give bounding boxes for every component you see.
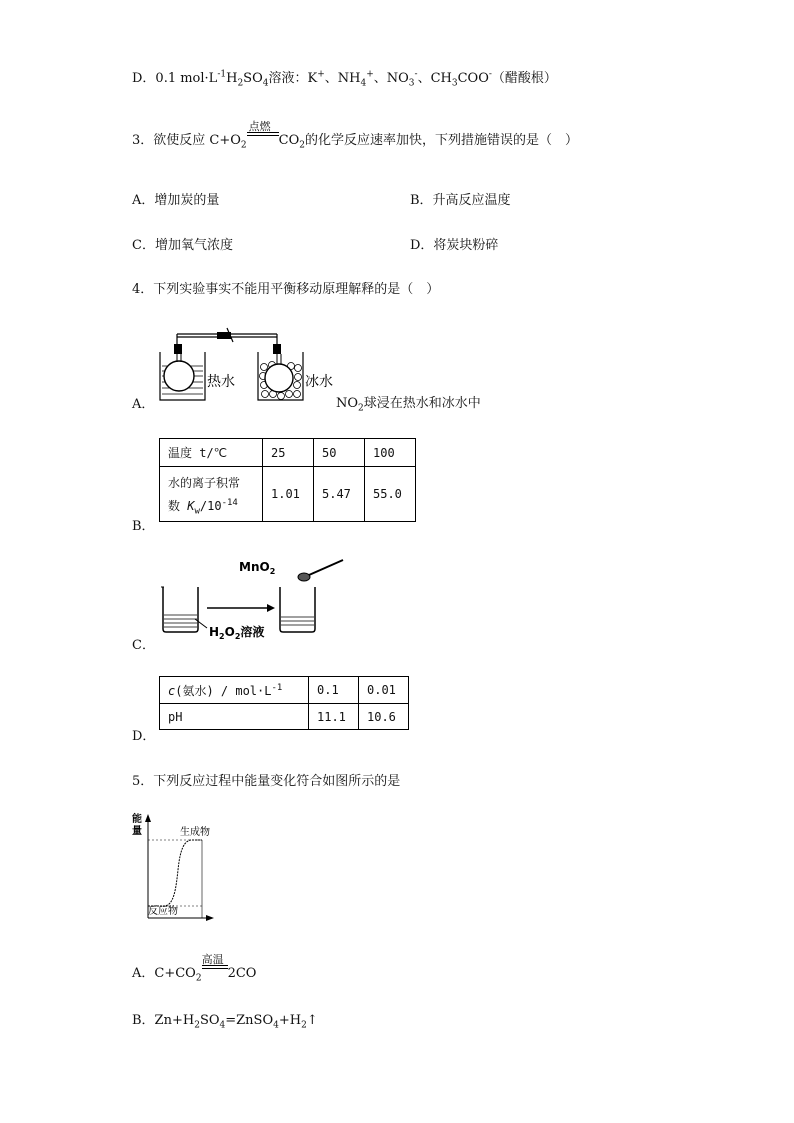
text: 球浸在热水和冰水中 [363, 396, 481, 411]
table-cell: 11.1 [309, 704, 359, 730]
sub: 2 [299, 140, 305, 151]
q3-option-d: D．将炭块粉碎 [410, 238, 499, 253]
table-cell: 1.01 [263, 467, 314, 522]
reaction-arrow [201, 953, 228, 981]
q4-stem: 4．下列实验事实不能用平衡移动原理解释的是（ ） [132, 282, 440, 297]
sup: - [488, 69, 492, 80]
text: SO [243, 71, 263, 86]
sup: -14 [221, 498, 238, 508]
hot-water-label: 热水 [207, 374, 235, 390]
text: SO [199, 1013, 220, 1028]
sub: w [194, 506, 200, 517]
condition: 点燃 [248, 120, 271, 133]
eq-line-bottom [247, 135, 279, 136]
text: 溶液：K [268, 71, 318, 86]
sup: - [414, 69, 418, 80]
q4-option-a-caption [336, 392, 481, 414]
table-cell: 0.01 [359, 677, 409, 704]
h2o2-mno2-apparatus [155, 555, 355, 640]
sup: + [317, 69, 325, 80]
condition: 高温 [201, 953, 224, 966]
q2-option-d [132, 67, 557, 89]
q3-option-c: C．增加氧气浓度 [132, 238, 233, 253]
eq-line-top [202, 965, 228, 966]
q4-option-c-letter: C． [132, 638, 155, 653]
sup: + [366, 69, 374, 80]
text: （醋酸根） [491, 71, 557, 86]
sub: 3 [451, 78, 458, 89]
table-cell: 10.6 [359, 704, 409, 730]
table-cell [160, 677, 309, 704]
sup: -1 [217, 69, 227, 80]
text: +H [278, 1013, 302, 1028]
sub: 3 [408, 78, 415, 89]
ylabel-2: 量 [132, 826, 142, 837]
sub: 4 [262, 78, 269, 89]
text: A．C+CO [132, 966, 196, 981]
text: 、NO [373, 71, 409, 86]
reactants-label: 反应物 [148, 906, 178, 917]
table-cell: 25 [263, 439, 314, 467]
text: B．Zn+H [132, 1013, 195, 1028]
q4-option-d-letter: D． [132, 729, 156, 744]
table-cell: 温度 t/℃ [160, 439, 263, 467]
text: 3．欲使反应 C+O [132, 133, 241, 148]
reaction-arrow [247, 120, 279, 148]
sub: 2 [195, 973, 202, 984]
kw-label [168, 497, 254, 517]
ice-water-label: 冰水 [305, 374, 333, 390]
sub: 2 [301, 1020, 307, 1031]
text: 水的离子积常 [168, 476, 241, 490]
text: 2CO [227, 966, 257, 981]
text: ↑ [306, 1013, 318, 1028]
text: (氨水) / mol·L [175, 683, 272, 698]
table-cell: 0.1 [309, 677, 359, 704]
q5-stem: 5．下列反应过程中能量变化符合如图所示的是 [132, 774, 401, 789]
eq-line-top [247, 132, 279, 133]
eq-line-bottom [202, 968, 228, 969]
table-cell: 5.47 [314, 467, 365, 522]
q4-option-a-letter: A． [132, 397, 155, 412]
text: H [226, 71, 238, 86]
energy-diagram [130, 810, 220, 922]
table-cell: 50 [314, 439, 365, 467]
text: 数 [168, 499, 188, 513]
sub: 4 [360, 78, 367, 89]
water-ionic-product-table [159, 438, 416, 522]
q4-option-b-letter: B． [132, 519, 155, 534]
text: COO [457, 71, 489, 86]
text: NO [336, 396, 359, 411]
q5-option-b [132, 1009, 318, 1031]
no2-equilibrium-apparatus [155, 322, 355, 406]
text: 的化学反应速率加快，下列措施错误的是（ ） [304, 133, 578, 148]
ylabel-1: 能 [132, 814, 142, 825]
q3-option-b: B．升高反应温度 [410, 193, 511, 208]
sub: 2 [240, 140, 247, 151]
text: =ZnSO [225, 1013, 274, 1028]
text: CO [278, 133, 300, 148]
q3-stem [132, 120, 578, 151]
sub: 4 [273, 1020, 279, 1031]
text: c [168, 683, 176, 698]
table-cell [160, 467, 263, 522]
sub: 4 [219, 1020, 226, 1031]
h2o2-label: $H_2O_2$溶液 [209, 625, 265, 640]
ammonia-ph-table [159, 676, 409, 730]
table-cell: pH [160, 704, 309, 730]
mno2-label: MnO$_2$ [239, 560, 276, 576]
text: K [187, 499, 195, 513]
text: 、NH [324, 71, 361, 86]
sub: 2 [194, 1020, 200, 1031]
text: D．0.1 mol·L [132, 71, 218, 86]
sub: 2 [237, 78, 244, 89]
products-label: 生成物 [180, 827, 210, 838]
q3-option-a: A．增加炭的量 [132, 193, 220, 208]
table-cell: 100 [365, 439, 416, 467]
sup: -1 [271, 682, 283, 693]
text: 、CH [417, 71, 452, 86]
sub: 2 [358, 403, 364, 414]
text: /10 [199, 499, 222, 513]
q5-option-a [132, 953, 257, 984]
table-cell: 55.0 [365, 467, 416, 522]
